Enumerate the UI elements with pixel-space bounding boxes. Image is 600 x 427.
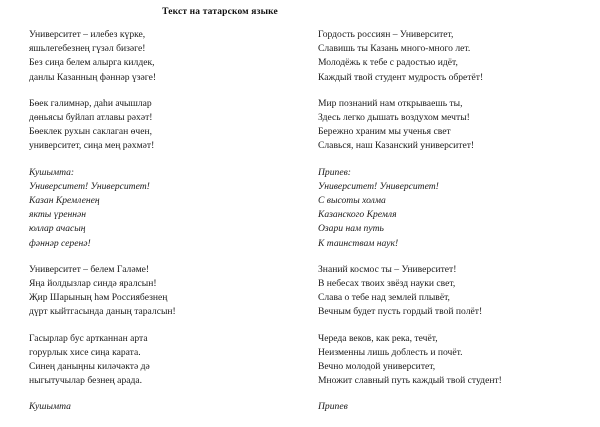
lyric-line: Вечно молодой университет,	[318, 361, 436, 373]
lyric-stanza	[318, 28, 586, 85]
lyric-line: В небесах твоих звёзд науки свет,	[318, 278, 456, 290]
refrain-label-block	[29, 400, 294, 414]
lyric-line: Университет! Университет!	[29, 180, 150, 192]
russian-lyrics-column	[318, 28, 586, 427]
lyric-stanza	[318, 166, 586, 251]
lyric-line: ныгытучылар безнең арада.	[29, 375, 143, 387]
lyric-stanza	[29, 166, 294, 251]
lyric-line: университет, сиңа мең рәхмәт!	[29, 140, 155, 152]
lyric-line: дөньясы буйлап атлавы рәхәт!	[29, 112, 153, 124]
lyric-line: К таинствам наук!	[318, 237, 399, 249]
lyric-line: Бөеклек рухын саклаган өчен,	[29, 126, 153, 138]
refrain-label: Припев	[318, 401, 348, 413]
lyric-stanza	[318, 332, 586, 389]
lyric-line: Казан Кремленең	[29, 195, 100, 207]
lyric-line: Знаний космос ты – Университет!	[318, 263, 457, 275]
lyric-line: Кушымта:	[29, 166, 75, 178]
lyric-line: Синең даныңны киләчәктә дә	[29, 361, 150, 373]
lyric-line: Вечным будет пусть гордый твой полёт!	[318, 306, 483, 318]
lyric-line: якты үреннән	[29, 209, 87, 221]
lyric-stanza	[318, 97, 586, 154]
lyric-line: Без сиңа белем алырга килдек,	[29, 57, 155, 69]
lyric-line: Яңа йолдызлар синдә яралсын!	[29, 278, 157, 290]
lyric-line: Припев:	[318, 166, 351, 178]
lyric-line: Бережно храним мы ученья свет	[318, 126, 451, 138]
lyric-line: Университет – илебез күрке,	[29, 29, 146, 40]
lyric-line: Мир познаний нам открываешь ты,	[318, 97, 463, 109]
lyric-stanza	[29, 263, 294, 320]
lyric-line: Гасырлар бус артканнан арта	[29, 332, 148, 344]
page-title: Текст на татарском языке	[162, 7, 278, 17]
lyric-line: Череда веков, как река, течёт,	[318, 332, 438, 344]
lyric-line: С высоты холма	[318, 195, 386, 207]
lyric-line: Гордость россиян – Университет,	[318, 29, 454, 40]
lyric-line: Славишь ты Казань много-много лет.	[318, 43, 471, 55]
tatar-lyrics-column	[29, 28, 294, 427]
lyric-line: Славься, наш Казанский университет!	[318, 140, 475, 152]
lyric-line: Казанского Кремля	[318, 209, 397, 221]
refrain-label-block	[318, 400, 586, 414]
lyric-line: Җир Шарының һәм Россиябезнең	[29, 292, 168, 304]
lyric-stanza	[29, 28, 294, 85]
lyric-line: Здесь легко дышать воздухом мечты!	[318, 112, 470, 124]
lyric-stanza	[29, 97, 294, 154]
lyric-line: юллар ачасың	[29, 223, 86, 235]
lyric-line: Множит славный путь каждый твой студент!	[318, 375, 502, 387]
lyric-stanza	[318, 263, 586, 320]
lyric-line: Каждый твой студент мудрость обретёт!	[318, 71, 484, 83]
lyric-line: фәннәр серенә!	[29, 237, 91, 249]
lyric-line: Университет – белем Галәме!	[29, 263, 150, 275]
lyric-line: Слава о тебе над землей плывёт,	[318, 292, 450, 304]
lyric-line: Бөек галимнәр, даһи ачышлар	[29, 97, 152, 109]
lyric-line: Озари нам путь	[318, 223, 384, 235]
lyric-line: дүрт кыйтгасында даның таралсын!	[29, 306, 176, 318]
lyric-line: яшьлегебезнең гүзәл бизәге!	[29, 43, 146, 55]
lyric-line: данлы Казанның фәннәр үзәге!	[29, 71, 157, 83]
lyric-line: Неизменны лишь доблесть и почёт.	[318, 346, 463, 358]
lyric-stanza	[29, 332, 294, 389]
lyric-line: горурлык хисе сиңа карата.	[29, 346, 141, 358]
lyric-line: Университет! Университет!	[318, 180, 439, 192]
lyric-line: Молодёжь к тебе с радостью идёт,	[318, 57, 458, 69]
refrain-label: Кушымта	[29, 401, 71, 413]
